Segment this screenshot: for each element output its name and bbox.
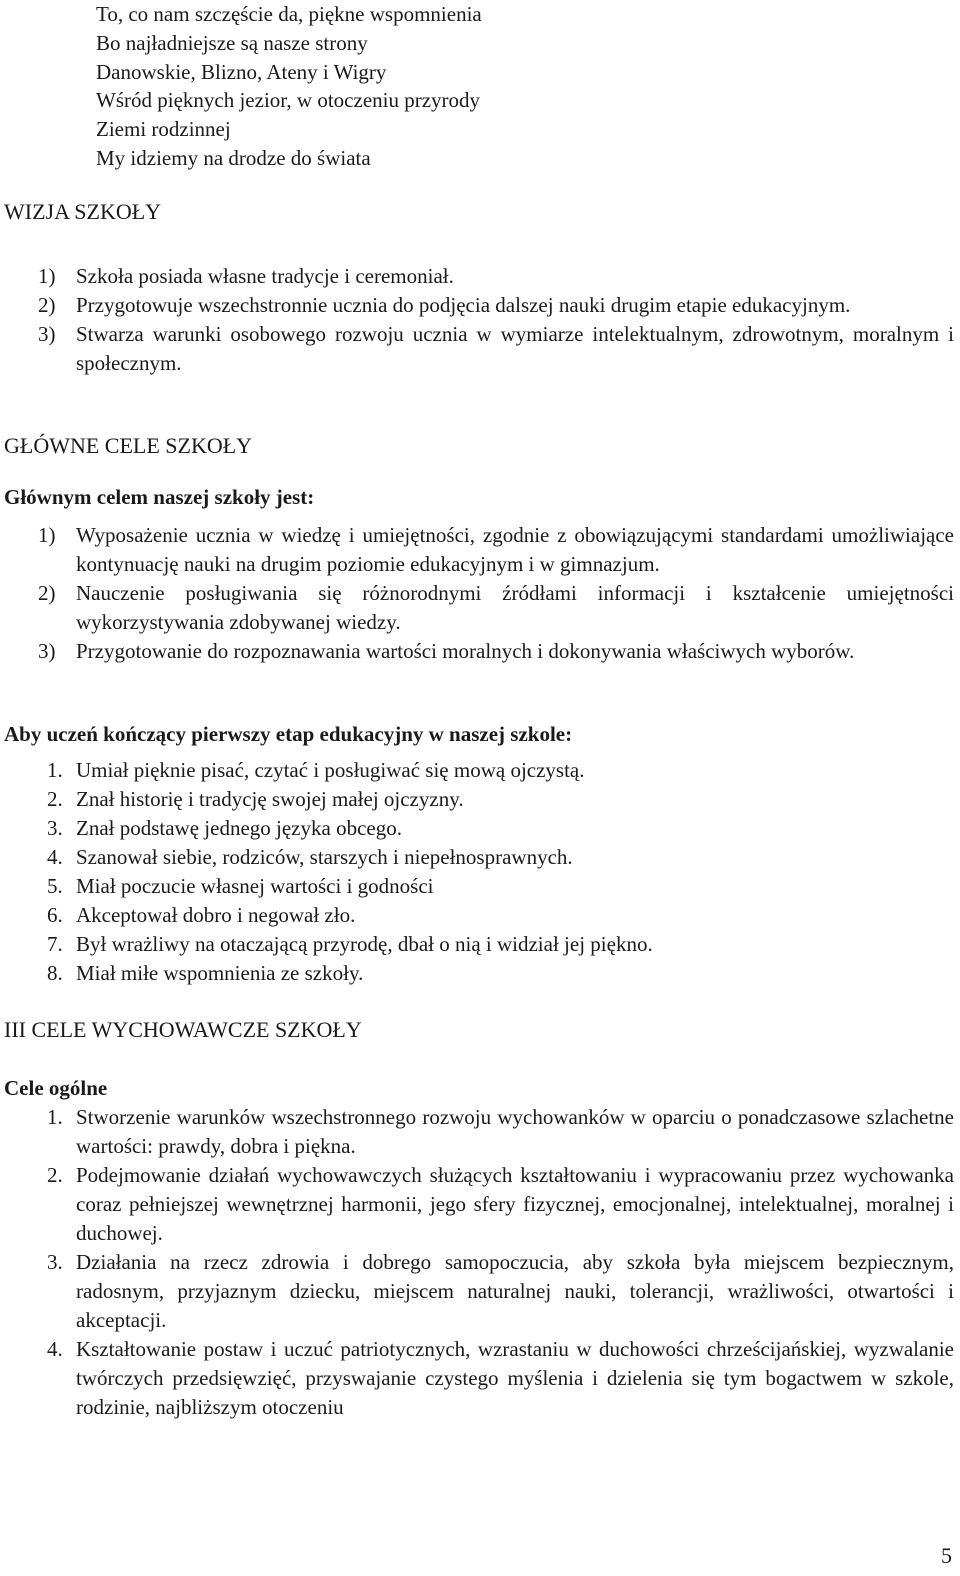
- list-item: [38, 1248, 954, 1335]
- list-number: 3.: [47, 816, 63, 840]
- list-number: 1): [38, 523, 56, 547]
- poem-line: Danowskie, Blizno, Ateny i Wigry: [96, 59, 387, 84]
- list-text: Akceptował dobro i negował zło.: [76, 903, 356, 927]
- educational-list: [38, 1103, 954, 1422]
- list-item: [38, 785, 954, 814]
- poem-line: To, co nam szczęście da, piękne wspomnienia: [96, 2, 482, 26]
- list-number: 3): [38, 322, 56, 346]
- list-item: [38, 756, 954, 785]
- list-item: [38, 872, 954, 901]
- poem: [96, 0, 482, 173]
- list-text: Stworzenie warunków wszechstronnego rozwoju wychowanków w oparciu o ponadczasowe szlachetne wartości: prawdy, dobra i piękna.: [76, 1105, 954, 1158]
- list-text: Przygotowanie do rozpoznawania wartości moralnych i dokonywania właściwych wyborów.: [76, 639, 855, 663]
- list-text: Podejmowanie działań wychowawczych służących kształtowaniu i wypracowaniu przez wychowanka coraz pełniejszej wewnętrznej harmonii, jego sfery fizycznej, emocjonalnej, intelektualnej, moralnej i duchowej.: [76, 1163, 954, 1245]
- list-text: Szanował siebie, rodziców, starszych i niepełnosprawnych.: [76, 845, 573, 869]
- goals-list: [38, 521, 954, 666]
- list-item: [38, 1335, 954, 1422]
- list-text: Nauczenie posługiwania się różnorodnymi źródłami informacji i kształcenie umiejętności wykorzystywania zdobywanej wiedzy.: [76, 581, 954, 634]
- list-number: 3): [38, 639, 56, 663]
- list-number: 1): [38, 264, 56, 288]
- list-text: Był wrażliwy na otaczającą przyrodę, dbał o nią i widział jej piękno.: [76, 932, 653, 956]
- list-text: Wyposażenie ucznia w wiedzę i umiejętności, zgodnie z obowiązującymi standardami umożliwiające kontynuację nauki na drugim poziomie edukacyjnym i w gimnazjum.: [76, 523, 954, 576]
- educational-subheading: Cele ogólne: [4, 1076, 108, 1100]
- student-list: [38, 756, 954, 988]
- poem-line: Bo najładniejsze są nasze strony: [96, 30, 368, 55]
- list-number: 3.: [47, 1250, 63, 1274]
- poem-line: Wśród pięknych jezior, w otoczeniu przyrody: [96, 88, 481, 113]
- educational-heading: III CELE WYCHOWAWCZE SZKOŁY: [4, 1017, 362, 1042]
- list-item: [38, 1161, 954, 1248]
- list-text: Znał historię i tradycję swojej małej ojczyzny.: [76, 787, 464, 811]
- list-number: 4.: [47, 845, 63, 869]
- list-item: [38, 1103, 954, 1161]
- list-number: 5.: [47, 874, 63, 898]
- list-text: Znał podstawę jednego języka obcego.: [76, 816, 402, 840]
- list-text: Działania na rzecz zdrowia i dobrego samopoczucia, aby szkoła była miejscem bezpiecznym, radosnym, przyjaznym dziecku, miejscem naturalnej nauki, tolerancji, wrażliwości, otwartości i akceptacji.: [76, 1250, 954, 1332]
- list-number: 2): [38, 581, 56, 605]
- list-item: [38, 521, 954, 579]
- vision-heading: WIZJA SZKOŁY: [4, 199, 162, 224]
- list-text: Miał poczucie własnej wartości i godności: [76, 874, 434, 898]
- list-item: [38, 291, 954, 320]
- list-item: [38, 901, 954, 930]
- list-text: Szkoła posiada własne tradycje i ceremoniał.: [76, 264, 454, 288]
- list-number: 1.: [47, 1105, 63, 1129]
- list-item: [38, 262, 954, 291]
- list-number: 4.: [47, 1337, 63, 1361]
- list-text: Kształtowanie postaw i uczuć patriotycznych, wzrastaniu w duchowości chrześcijańskiej, wyzwalanie twórczych przedsięwzięć, przyswajanie czystego myślenia i dzielenia się tym bogactwem w szkole, rodzinie, najbliższym otoczeniu: [76, 1337, 954, 1419]
- page-number: 5: [941, 1543, 952, 1568]
- list-text: Przygotowuje wszechstronnie ucznia do podjęcia dalszej nauki drugim etapie edukacyjnym.: [76, 293, 851, 317]
- list-item: [38, 959, 954, 988]
- list-number: 1.: [47, 758, 63, 782]
- list-number: 7.: [47, 932, 63, 956]
- list-item: [38, 814, 954, 843]
- list-item: [38, 930, 954, 959]
- list-number: 2.: [47, 787, 63, 811]
- student-heading: Aby uczeń kończący pierwszy etap edukacyjny w naszej szkole:: [4, 722, 573, 746]
- list-item: [38, 579, 954, 637]
- vision-list: [38, 262, 954, 378]
- list-text: Miał miłe wspomnienia ze szkoły.: [76, 961, 364, 985]
- poem-line: Ziemi rodzinnej: [96, 117, 231, 142]
- list-number: 2.: [47, 1163, 63, 1187]
- list-item: [38, 843, 954, 872]
- list-number: 8.: [47, 961, 63, 985]
- goals-heading: GŁÓWNE CELE SZKOŁY: [4, 433, 253, 458]
- poem-line: My idziemy na drodze do świata: [96, 145, 371, 170]
- list-text: Stwarza warunki osobowego rozwoju ucznia w wymiarze intelektualnym, zdrowotnym, moralnym i społecznym.: [76, 322, 954, 375]
- list-item: [38, 637, 954, 666]
- list-text: Umiał pięknie pisać, czytać i posługiwać się mową ojczystą.: [76, 758, 585, 782]
- list-number: 2): [38, 293, 56, 317]
- list-item: [38, 320, 954, 378]
- goals-subheading: Głównym celem naszej szkoły jest:: [4, 485, 315, 509]
- list-number: 6.: [47, 903, 63, 927]
